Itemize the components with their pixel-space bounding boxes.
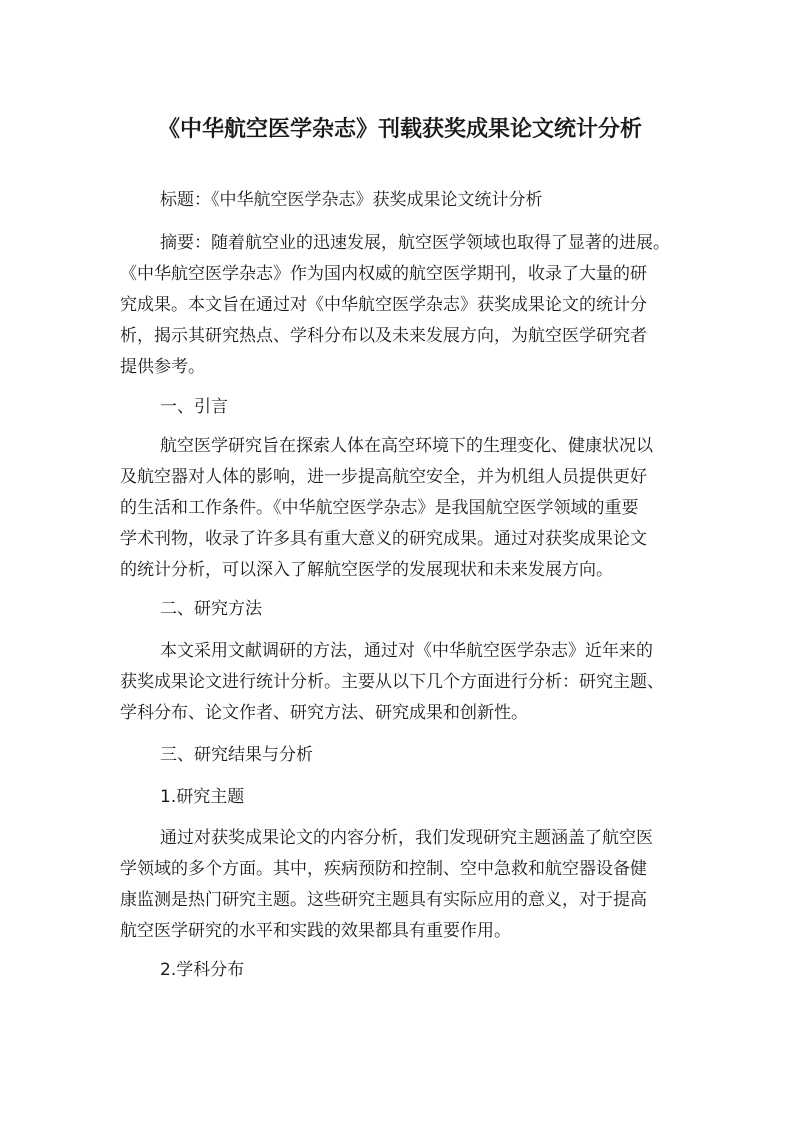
- introduction-paragraph: [120, 431, 700, 586]
- paragraph-line: 《中华航空医学杂志》作为国内权威的航空医学期刊，收录了大量的研: [120, 263, 647, 284]
- subject-paragraph: [120, 185, 700, 216]
- heading-line: 2.学科分布: [160, 959, 245, 980]
- abstract-paragraph: [120, 228, 700, 383]
- paragraph-line: 的生活和工作条件。《中华航空医学杂志》是我国航空医学领域的重要: [120, 497, 639, 518]
- methods-paragraph: [120, 636, 700, 729]
- paragraph-line: 本文采用文献调研的方法，通过对《中华航空医学杂志》近年来的: [160, 640, 653, 661]
- paragraph-line: 析，揭示其研究热点、学科分布以及未来发展方向，为航空医学研究者: [120, 325, 647, 346]
- subsection-heading-topics: [120, 782, 700, 813]
- paragraph-line: 及航空器对人体的影响，进一步提高航空安全，并为机组人员提供更好: [120, 466, 647, 487]
- heading-line: 二、研究方法: [160, 598, 262, 619]
- document-title: 《中华航空医学杂志》刊载获奖成果论文统计分析: [157, 117, 642, 142]
- heading-line: 三、研究结果与分析: [160, 744, 313, 765]
- paragraph-line: 摘要：随着航空业的迅速发展，航空医学领域也取得了显著的进展。: [160, 232, 670, 253]
- paragraph-line: 航空医学研究的水平和实践的效果都具有重要作用。: [120, 920, 511, 941]
- subsection-heading-disciplines: [120, 955, 700, 986]
- paragraph-line: 获奖成果论文进行统计分析。主要从以下几个方面进行分析：研究主题、: [120, 671, 664, 692]
- section-heading-introduction: [120, 392, 700, 423]
- section-heading-methods: [120, 594, 700, 625]
- paragraph-line: 的统计分析，可以深入了解航空医学的发展现状和未来发展方向。: [120, 559, 613, 580]
- paragraph-line: 航空医学研究旨在探索人体在高空环境下的生理变化、健康状况以: [160, 435, 653, 456]
- paragraph-line: 究成果。本文旨在通过对《中华航空医学杂志》获奖成果论文的统计分: [120, 294, 647, 315]
- topics-paragraph: [120, 823, 700, 947]
- paragraph-line: 通过对获奖成果论文的内容分析，我们发现研究主题涵盖了航空医: [160, 827, 653, 848]
- paragraph-line: 学领域的多个方面。其中，疾病预防和控制、空中急救和航空器设备健: [120, 858, 647, 879]
- paragraph-line: 康监测是热门研究主题。这些研究主题具有实际应用的意义，对于提高: [120, 889, 647, 910]
- paragraph-line: 标题：《中华航空医学杂志》获奖成果论文统计分析: [160, 189, 543, 210]
- paragraph-line: 学科分布、论文作者、研究方法、研究成果和创新性。: [120, 702, 528, 723]
- paragraph-line: 提供参考。: [120, 356, 205, 377]
- heading-line: 一、引言: [160, 396, 228, 417]
- heading-line: 1.研究主题: [160, 786, 245, 807]
- section-heading-results: [120, 740, 700, 771]
- paragraph-line: 学术刊物，收录了许多具有重大意义的研究成果。通过对获奖成果论文: [120, 528, 647, 549]
